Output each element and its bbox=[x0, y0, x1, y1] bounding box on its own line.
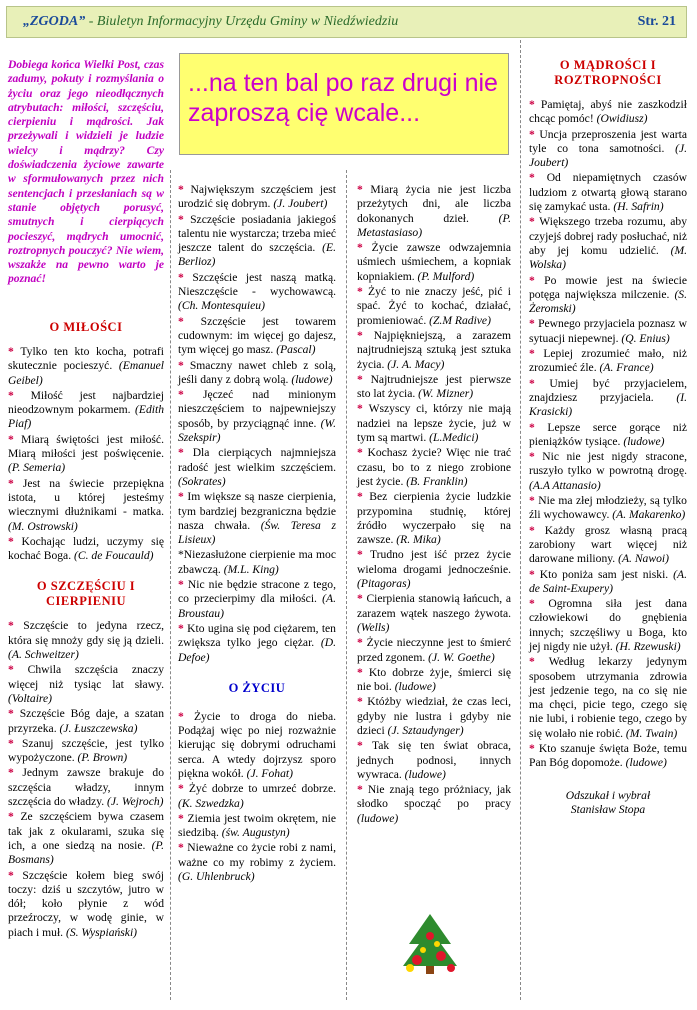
quote-author: (M. Ostrowski) bbox=[8, 519, 78, 533]
quote-author: (Wells) bbox=[357, 620, 390, 634]
bullet-star: * bbox=[8, 432, 22, 446]
quote-text: Im większe są nasze cierpienia, tym bardziej bezgraniczna będzie nasza chwała. bbox=[178, 490, 336, 532]
bullet-star: * bbox=[178, 811, 188, 825]
bullet-star: * bbox=[529, 347, 544, 361]
quote-author: (H. Safrin) bbox=[613, 200, 664, 214]
quote-author: (J. Sztaudynger) bbox=[387, 723, 464, 737]
quote-author: (M. Twain) bbox=[625, 726, 678, 740]
bullet-star: * bbox=[529, 597, 549, 611]
quote-author: (Pitagoras) bbox=[357, 577, 411, 591]
quote-text: Któżby wiedział, że czas leci, gdyby nie lustra i gdyby nie dzieci bbox=[357, 695, 511, 737]
quote-item bbox=[178, 315, 336, 358]
quote-text: Ogromna siła jest dana człowiekowi do gnębienia innych; szczęśliwy u Boga, kto jej nigdy nie użył. bbox=[529, 597, 687, 653]
quote-item bbox=[357, 329, 511, 372]
bullet-star: * bbox=[8, 619, 24, 633]
bullet-star: * bbox=[529, 420, 548, 434]
quote-author: (J. Joubert) bbox=[273, 197, 328, 211]
quote-text: Pewnego przyjaciela poznasz w sytuacji niepewnej. bbox=[529, 317, 687, 345]
quote-item bbox=[8, 535, 164, 564]
bullet-star: * bbox=[8, 868, 23, 882]
quote-item bbox=[357, 548, 511, 591]
quote-author: (ludowe) bbox=[623, 434, 665, 448]
quote-author: (A.A Attanasio) bbox=[529, 478, 601, 492]
bullet-star: * bbox=[8, 766, 23, 780]
quote-item bbox=[178, 622, 336, 665]
quote-text: Szczęście jest naszą matką. Nieszczęście - wychowawcą. bbox=[178, 270, 336, 299]
quote-text: Ziemia jest twoim okrętem, nie siedzibą. bbox=[178, 811, 336, 840]
quote-text: Szczęście to jedyna rzecz, która się mnoży gdy się ją dzieli. bbox=[8, 619, 164, 647]
quote-author: (J. Joubert) bbox=[529, 141, 687, 170]
quote-item bbox=[8, 389, 164, 432]
quote-item bbox=[178, 841, 336, 884]
bullet-star: * bbox=[357, 592, 367, 606]
column-wisdom bbox=[529, 58, 687, 817]
quote-item bbox=[178, 446, 336, 489]
quote-author: (B. Franklin) bbox=[406, 474, 468, 488]
quote-author: (J. Wejroch) bbox=[107, 795, 164, 809]
quote-item bbox=[8, 345, 164, 388]
quote-item bbox=[529, 317, 687, 346]
quote-author: (Ch. Montesquieu) bbox=[178, 299, 265, 313]
quote-item bbox=[529, 421, 687, 450]
bullet-star: * bbox=[357, 241, 372, 255]
section-title-wisdom: O MĄDROŚCI I ROZTROPNOŚCI bbox=[554, 58, 662, 87]
quote-item bbox=[357, 446, 511, 489]
signature-line1: Odszukał i wybrał bbox=[565, 788, 651, 802]
signature bbox=[529, 789, 687, 818]
happiness-quotes-2 bbox=[178, 183, 336, 665]
quote-text: Życie to droga do nieba. Podążaj więc po niej rozważnie kierując się dobrymi odruchami serca. A wtedy dojrzysz sporo piękna wokół. bbox=[178, 709, 337, 780]
quote-author: (S. Żeromski) bbox=[529, 287, 687, 316]
quote-text: Tak się ten świat obraca, jednych podnosi, innych wywraca. bbox=[357, 739, 511, 781]
quote-item bbox=[529, 377, 687, 420]
quote-author: (J. Fohat) bbox=[246, 766, 293, 780]
quote-author: (św. Augustyn) bbox=[221, 826, 290, 840]
quote-item bbox=[529, 128, 687, 171]
quote-author: (P. Bosmans) bbox=[8, 838, 164, 867]
bullet-star: * bbox=[8, 534, 22, 548]
bullet-star: * bbox=[178, 183, 191, 196]
quote-author: (ludowe) bbox=[625, 756, 667, 770]
quote-text: Największym szczęściem jest urodzić się dobrym. bbox=[178, 183, 336, 211]
quote-author: (ludowe) bbox=[404, 767, 446, 781]
quote-text: Kto ugina się pod ciężarem, ten zwiększa tylko jego ciężar. bbox=[178, 621, 336, 650]
quote-item bbox=[357, 592, 511, 635]
quote-text: Lepsze serce gorące niż pieniążków tysiące. bbox=[529, 420, 687, 448]
bullet-star: * bbox=[357, 446, 368, 460]
quote-author: (Owidiusz) bbox=[596, 112, 648, 126]
bulletin-brand: „ZGODA” bbox=[23, 14, 86, 29]
quote-author: (A. Makarenko) bbox=[612, 508, 686, 522]
bullet-star: * bbox=[529, 655, 549, 669]
quote-item bbox=[8, 663, 164, 706]
quote-item bbox=[8, 737, 164, 766]
bullet-star: * bbox=[529, 317, 539, 331]
headline-box bbox=[179, 53, 509, 155]
bullet-star: * bbox=[8, 663, 28, 677]
quote-text: Chwila szczęścia znaczy więcej niż tysiąc lat sławy. bbox=[8, 663, 164, 691]
bullet-star: * bbox=[529, 376, 550, 390]
quote-author: (A. France) bbox=[599, 361, 654, 375]
quote-text: Kto szanuje święta Boże, temu Pan Bóg dopomoże. bbox=[529, 742, 687, 770]
happiness-quotes-1 bbox=[8, 619, 164, 940]
quote-text: Nieważne co życie robi z nami, ważne co my robimy z życiem. bbox=[178, 841, 337, 869]
quote-text: Cierpienia stanowią łańcuch, a zarazem wątek naszego żywota. bbox=[357, 592, 511, 620]
section-title-happiness: O SZCZĘŚCIU I CIERPIENIU bbox=[36, 579, 136, 609]
bullet-star: * bbox=[178, 621, 188, 635]
quote-item bbox=[178, 183, 336, 212]
quote-item bbox=[529, 494, 687, 523]
bullet-star: * bbox=[357, 183, 371, 196]
bullet-star: * bbox=[8, 736, 22, 750]
bullet-star: * bbox=[178, 709, 194, 723]
section-title-life: O ŻYCIU bbox=[228, 680, 286, 695]
quote-item bbox=[529, 655, 687, 741]
quote-item bbox=[178, 490, 336, 547]
quote-text: Najtrudniejsze jest pierwsze sto lat życia. bbox=[357, 372, 511, 401]
bullet-star: * bbox=[178, 212, 191, 226]
quote-text: Od niepamiętnych czasów ludziom z otwartą głową starano się zamykać usta. bbox=[529, 171, 687, 214]
quote-item bbox=[529, 215, 687, 272]
quote-author: (A. Nawoi) bbox=[618, 552, 669, 566]
quote-text: Kto poniża sam jest niski. bbox=[539, 567, 674, 581]
page-header bbox=[6, 6, 687, 38]
quote-item bbox=[8, 766, 164, 809]
quote-text: Miarą życia nie jest liczba przeżytych dni, ale liczba dokonanych dzieł. bbox=[357, 183, 511, 225]
quote-author: (H. Rzewuski) bbox=[615, 639, 681, 653]
quote-item bbox=[178, 213, 336, 270]
christmas-tree-image bbox=[395, 910, 465, 980]
quote-item bbox=[178, 271, 336, 314]
quote-text: Umiej być przyjacielem, znajdziesz przyjaciela. bbox=[529, 376, 687, 404]
bullet-star: * bbox=[178, 782, 189, 796]
quote-text: Większego trzeba rozumu, aby czyjejś dobrej rady posłuchać, niż aby jej komu udzielić. bbox=[529, 215, 687, 257]
quote-text: Kochasz życie? Więc nie trać czasu, bo to z niego zrobione jest życie. bbox=[357, 446, 511, 488]
bullet-star: * bbox=[357, 739, 372, 753]
quote-item bbox=[357, 373, 511, 402]
quote-author: (Emanuel Geibel) bbox=[8, 359, 164, 387]
bullet-star: * bbox=[178, 841, 188, 855]
quote-text: Kochając ludzi, uczymy się kochać Boga. bbox=[8, 534, 164, 563]
quote-text: Życie zawsze odwzajemnia uśmiech uśmiechem, a kopniak kopniakiem. bbox=[357, 241, 511, 283]
quote-text: Nie ma złej młodzieży, są tylko źli wychowawcy. bbox=[529, 494, 687, 522]
column-happiness-life bbox=[178, 183, 336, 885]
quote-text: Lepiej zrozumieć mało, niż zrozumieć źle. bbox=[529, 347, 687, 375]
quote-item bbox=[357, 490, 511, 547]
quote-author: (W. Mizner) bbox=[418, 387, 474, 401]
quote-author: (P. Brown) bbox=[77, 751, 128, 765]
bulletin-title bbox=[23, 14, 398, 30]
quote-author: (C. de Foucauld) bbox=[74, 549, 154, 563]
quote-text: Życie nieczynne jest to śmierć przed zgonem. bbox=[357, 636, 511, 664]
bullet-star: * bbox=[529, 98, 541, 111]
bullet-star: * bbox=[357, 783, 368, 797]
quote-author: (Z.M Radive) bbox=[429, 313, 491, 327]
quote-item bbox=[357, 636, 511, 665]
quote-author: (P. Mulford) bbox=[417, 269, 475, 283]
bullet-star: * bbox=[529, 127, 540, 141]
bullet-star: * bbox=[8, 476, 23, 490]
bullet-star: * bbox=[357, 548, 370, 562]
quote-text: Szczęście jest towarem cudownym: im więcej go dajesz, tym więcej go masz. bbox=[178, 314, 336, 357]
quote-author: (Q. Enius) bbox=[621, 331, 670, 345]
quote-author: (K. Szwedzka) bbox=[178, 796, 244, 810]
bullet-star: * bbox=[178, 358, 190, 372]
quote-text: *Niezasłużone cierpienie ma moc zbawczą. bbox=[178, 548, 336, 576]
quote-text: Najpiękniejszą, a zarazem najtrudniejszą sztuką jest sztuka życia. bbox=[357, 328, 511, 371]
quote-author: (L.Medici) bbox=[429, 431, 479, 445]
quote-author: (Edith Piaf) bbox=[8, 403, 164, 431]
quote-text: Żyć dobrze to umrzeć dobrze. bbox=[188, 782, 336, 796]
quote-text: Szanuj szczęście, jest tylko wypożyczone. bbox=[8, 736, 164, 765]
quote-author: (ludowe) bbox=[357, 811, 399, 825]
quote-text: Ze szczęściem bywa czasem tak jak z okularami, szuka się ich, a one siedzą na nosie. bbox=[8, 810, 164, 852]
bullet-star: * bbox=[529, 567, 540, 581]
bullet-star: * bbox=[529, 494, 539, 508]
quote-text: Wszyscy ci, którzy nie mają nadziei na lepsze życie, już w tym są martwi. bbox=[357, 402, 511, 445]
quote-item bbox=[8, 477, 164, 534]
quote-item bbox=[8, 869, 164, 940]
divider bbox=[170, 170, 171, 1000]
quote-author: (Pascal) bbox=[276, 343, 316, 357]
quote-author: (W. Szekspir) bbox=[178, 416, 336, 445]
quote-author: (D. Defoe) bbox=[178, 636, 336, 664]
quote-author: (ludowe) bbox=[291, 372, 333, 386]
quote-item bbox=[357, 666, 511, 695]
bullet-star: * bbox=[8, 388, 31, 402]
quote-author: (S. Wyspiański) bbox=[65, 925, 138, 939]
bullet-star: * bbox=[529, 450, 543, 464]
quote-text: Szczęście kołem bieg swój toczy: dziś u szczytów, jutro w dół; koło płynie z wód przeźroczy, w wodę ginie, w piach i muł. bbox=[8, 868, 164, 939]
life-quotes-1 bbox=[178, 710, 336, 885]
quote-item bbox=[529, 568, 687, 597]
quote-text: Tylko ten kto kocha, potrafi skutecznie pocieszyć. bbox=[8, 345, 164, 373]
wisdom-quotes bbox=[529, 98, 687, 771]
quote-text: Szczęście Bóg daje, a szatan przyrzeka. bbox=[8, 707, 164, 735]
quote-text: Bez cierpienia życie ludzkie przypomina studnię, której źródło wyczerpało się na zawsze. bbox=[357, 490, 511, 547]
love-quotes bbox=[8, 345, 164, 563]
quote-text: Pamiętaj, abyś nie zaszkodził chcąc pomóc! bbox=[529, 98, 687, 126]
quote-item bbox=[357, 183, 511, 240]
quote-author: (A. Broustau) bbox=[178, 592, 336, 620]
divider bbox=[520, 40, 521, 1000]
quote-text: Dla cierpiących najmniejsza radość jest wielkim szczęściem. bbox=[178, 446, 336, 474]
quote-author: (ludowe) bbox=[394, 680, 436, 694]
quote-author: (M. Wolska) bbox=[529, 243, 687, 272]
quote-item bbox=[357, 241, 511, 284]
quote-item bbox=[178, 359, 336, 388]
quote-text: Według lekarzy jedynym sposobem utrzymania zdrowia jest jedzenie tego, na co się nie ma chęci, picie tego, czego się nie lubi, i robienie tego, czego by się wolało nie robić. bbox=[529, 655, 687, 740]
bullet-star: * bbox=[357, 328, 374, 342]
bullet-star: * bbox=[357, 490, 370, 504]
section-title-love: O MIŁOŚCI bbox=[49, 320, 123, 334]
bullet-star: * bbox=[178, 578, 188, 592]
quote-text: Nie znają tego próżniacy, jak słodko spocząć po pracy bbox=[357, 783, 512, 811]
quote-text: Kto dobrze żyje, śmierci się nie boi. bbox=[357, 665, 511, 694]
quote-item bbox=[178, 388, 336, 445]
signature-author: Stanisław Stopa bbox=[570, 802, 646, 816]
quote-item bbox=[529, 274, 687, 317]
quote-item bbox=[8, 707, 164, 736]
bullet-star: * bbox=[178, 446, 193, 460]
bullet-star: * bbox=[8, 707, 20, 721]
bullet-star: * bbox=[357, 402, 369, 416]
quote-text: Jest na świecie przepiękna istota, u której jesteśmy wiecznymi dłużnikami - matka. bbox=[8, 476, 164, 519]
quote-item bbox=[8, 433, 164, 476]
quote-item bbox=[529, 597, 687, 654]
column-life bbox=[357, 183, 511, 827]
bullet-star: * bbox=[529, 742, 539, 756]
quote-author: (Sokrates) bbox=[178, 474, 226, 488]
quote-item bbox=[529, 742, 687, 771]
quote-author: (R. Mika) bbox=[396, 533, 441, 547]
quote-text: Miarą świętości jest miłość. Miarą miłości jest poświęcenie. bbox=[8, 432, 164, 461]
quote-text: Nic nie jest nigdy stracone, ruszyło tylko w powrotną drogę. bbox=[529, 450, 687, 478]
intro-text: Dobiega końca Wielki Post, czas zadumy, pokuty i rozmyślania o życiu oraz jego nieodłącznych atrybutach: miłości, szczęściu, cierpieniu i mądrości. Jak przeżywali i widzieli je ludzie wielcy i mądrzy? Czy doświadczenia życiowe zawarte w sformułowanych przez nich sentencjach i przesłaniach są w stanie objętych porusyć, smutnych i cierpiących pocieszyć, mądrych umocnić, roztropnych pouczyć? Nie wiem, wszakże na pewno warto je poznać! bbox=[8, 58, 164, 286]
quote-item bbox=[529, 450, 687, 493]
quote-author: (P. Metastasiaso) bbox=[357, 211, 511, 239]
quote-item bbox=[8, 619, 164, 662]
quote-text: Szczęście posiadania jakiegoś talentu nie wystarcza; trzeba mieć jeszcze talent do szczęścia. bbox=[178, 212, 336, 255]
quote-item bbox=[178, 710, 336, 781]
quote-text: Jednym zawsze brakuje do szczęścia władzy, innym szczęścia do władzy. bbox=[8, 766, 164, 809]
quote-author: (J. A. Macy) bbox=[387, 357, 445, 371]
quote-item bbox=[357, 402, 511, 445]
bullet-star: * bbox=[529, 273, 545, 287]
quote-item bbox=[178, 812, 336, 841]
quote-text: Żyć to nie znaczy jeść, pić i spać. Żyć to kochać, działać, promieniować. bbox=[357, 285, 511, 327]
quote-author: (P. Semeria) bbox=[8, 461, 66, 475]
quote-text: Nic nie będzie stracone z tego, co przecierpimy dla miłości. bbox=[178, 578, 336, 606]
quote-item bbox=[529, 98, 687, 127]
quote-author: (A. de Saint-Exupery) bbox=[529, 567, 687, 595]
bullet-star: * bbox=[8, 345, 21, 358]
quote-author: (Św. Teresa z Lisieux) bbox=[178, 518, 336, 547]
bullet-star: * bbox=[357, 636, 367, 650]
quote-text: Jęczeć nad minionym nieszczęściem to najpewniejszy sposób, by przyciągnąć inne. bbox=[178, 388, 336, 430]
bullet-star: * bbox=[178, 388, 203, 402]
quote-author: (J. W. Goethe) bbox=[428, 650, 495, 664]
quote-item bbox=[357, 739, 511, 782]
quote-author: (A. Schweitzer) bbox=[8, 648, 79, 662]
quote-item bbox=[178, 578, 336, 621]
quote-text: Po mowie jest na świecie potęga największa milczenie. bbox=[529, 273, 687, 301]
quote-text: Każdy grosz własną pracą zarobiony wart więcej niż darowane miliony. bbox=[529, 523, 687, 566]
quote-author: (Voltaire) bbox=[8, 691, 53, 705]
bullet-star: * bbox=[178, 270, 193, 284]
quote-item bbox=[529, 524, 687, 567]
quote-item bbox=[178, 782, 336, 811]
bullet-star: * bbox=[529, 171, 547, 185]
bullet-star: * bbox=[529, 523, 545, 537]
bulletin-subtitle: - Biuletyn Informacyjny Urzędu Gminy w Niedźwiedziu bbox=[85, 14, 399, 29]
bullet-star: * bbox=[357, 695, 368, 709]
bullet-star: * bbox=[529, 215, 540, 229]
quote-text: Uncja przeproszenia jest warta tyle co tona samotności. bbox=[529, 127, 687, 155]
quote-text: Miłość jest najbardziej nieodzownym pokarmem. bbox=[8, 388, 164, 417]
quote-item bbox=[529, 171, 687, 214]
headline: ...na ten bal po raz drugi nie zaproszą cię wcale... bbox=[188, 69, 498, 127]
quote-author: (G. Uhlenbruck) bbox=[178, 870, 255, 884]
quote-text: Trudno jest iść przez życie wieloma drogami jednocześnie. bbox=[357, 548, 511, 576]
page-number: Str. 21 bbox=[637, 14, 676, 29]
quote-item bbox=[8, 810, 164, 867]
bullet-star: * bbox=[8, 810, 21, 824]
column-love-happiness bbox=[8, 320, 164, 941]
life-quotes-2 bbox=[357, 183, 511, 826]
quote-item bbox=[357, 695, 511, 738]
quote-author: (I. Krasicki) bbox=[529, 390, 687, 419]
bullet-star: * bbox=[178, 490, 188, 504]
quote-author: (M.L. King) bbox=[223, 562, 279, 576]
bullet-star: * bbox=[357, 285, 369, 299]
quote-author: (E. Berlioz) bbox=[178, 241, 336, 269]
quote-item bbox=[357, 285, 511, 328]
bullet-star: * bbox=[178, 314, 201, 328]
quote-item bbox=[529, 347, 687, 376]
quote-author: (J. Łuszczewska) bbox=[59, 721, 138, 735]
quote-text: Smaczny nawet chleb z solą, jeśli dany z dobrą wolą. bbox=[178, 358, 336, 386]
quote-item bbox=[178, 548, 336, 577]
quote-item bbox=[357, 783, 511, 826]
divider bbox=[346, 170, 347, 1000]
bullet-star: * bbox=[357, 665, 369, 679]
bullet-star: * bbox=[357, 372, 371, 386]
